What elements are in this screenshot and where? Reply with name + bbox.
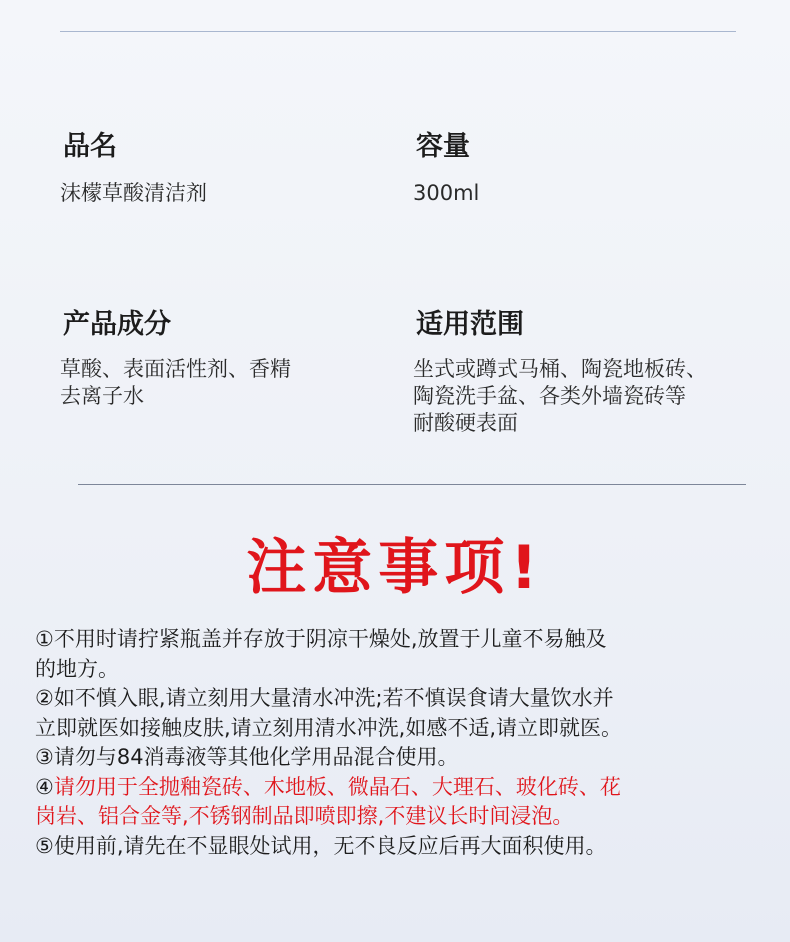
notice-line: 的地方。 bbox=[35, 656, 119, 681]
notice-item-4-warning bbox=[35, 773, 775, 832]
notice-line: 不用时请拧紧瓶盖并存放于阴凉干燥处,放置于儿童不易触及 bbox=[53, 627, 607, 651]
section-divider bbox=[78, 484, 746, 485]
notice-line: 如不慎入眼,请立刻用大量清水冲洗;若不慎误食请大量饮水并 bbox=[53, 686, 614, 710]
notice-line: 使用前,请先在不显眼处试用，无不良反应后再大面积使用。 bbox=[53, 833, 607, 858]
capacity-label: 容量 bbox=[416, 131, 470, 162]
notice-item-2 bbox=[35, 684, 775, 743]
notice-item-5 bbox=[35, 832, 775, 862]
notice-item-1 bbox=[35, 625, 775, 684]
notice-line: 请勿用于全抛釉瓷砖、木地板、微晶石、大理石、玻化砖、花 bbox=[53, 774, 621, 799]
notice-title: 注意事项! bbox=[246, 533, 544, 603]
scope-label: 适用范围 bbox=[416, 309, 524, 340]
notice-marker: ④ bbox=[35, 774, 54, 799]
capacity-value: 300ml bbox=[413, 181, 480, 205]
notice-item-3 bbox=[35, 743, 775, 773]
notice-marker: ① bbox=[35, 627, 54, 651]
scope-line: 耐酸硬表面 bbox=[413, 411, 518, 435]
notice-list bbox=[35, 625, 775, 861]
ingredients-value bbox=[60, 356, 291, 410]
top-divider bbox=[60, 31, 736, 32]
notice-line: 立即就医如接触皮肤,请立刻用清水冲洗,如感不适,请立即就医。 bbox=[35, 715, 623, 740]
product-name-label: 品名 bbox=[63, 131, 117, 162]
ingredients-line: 去离子水 bbox=[60, 384, 144, 408]
ingredients-label: 产品成分 bbox=[63, 309, 171, 340]
product-name-value: 沫檬草酸清洁剂 bbox=[60, 181, 207, 205]
scope-value bbox=[413, 356, 707, 437]
notice-marker: ③ bbox=[35, 745, 54, 769]
scope-line: 陶瓷洗手盆、各类外墙瓷砖等 bbox=[413, 384, 686, 408]
notice-marker: ⑤ bbox=[35, 833, 54, 858]
scope-line: 坐式或蹲式马桶、陶瓷地板砖、 bbox=[413, 357, 707, 381]
ingredients-line: 草酸、表面活性剂、香精 bbox=[60, 357, 291, 381]
notice-marker: ② bbox=[35, 686, 54, 710]
notice-line: 岗岩、铝合金等,不锈钢制品即喷即擦,不建议长时间浸泡。 bbox=[35, 804, 574, 828]
notice-line: 请勿与84消毒液等其他化学用品混合使用。 bbox=[53, 745, 459, 769]
